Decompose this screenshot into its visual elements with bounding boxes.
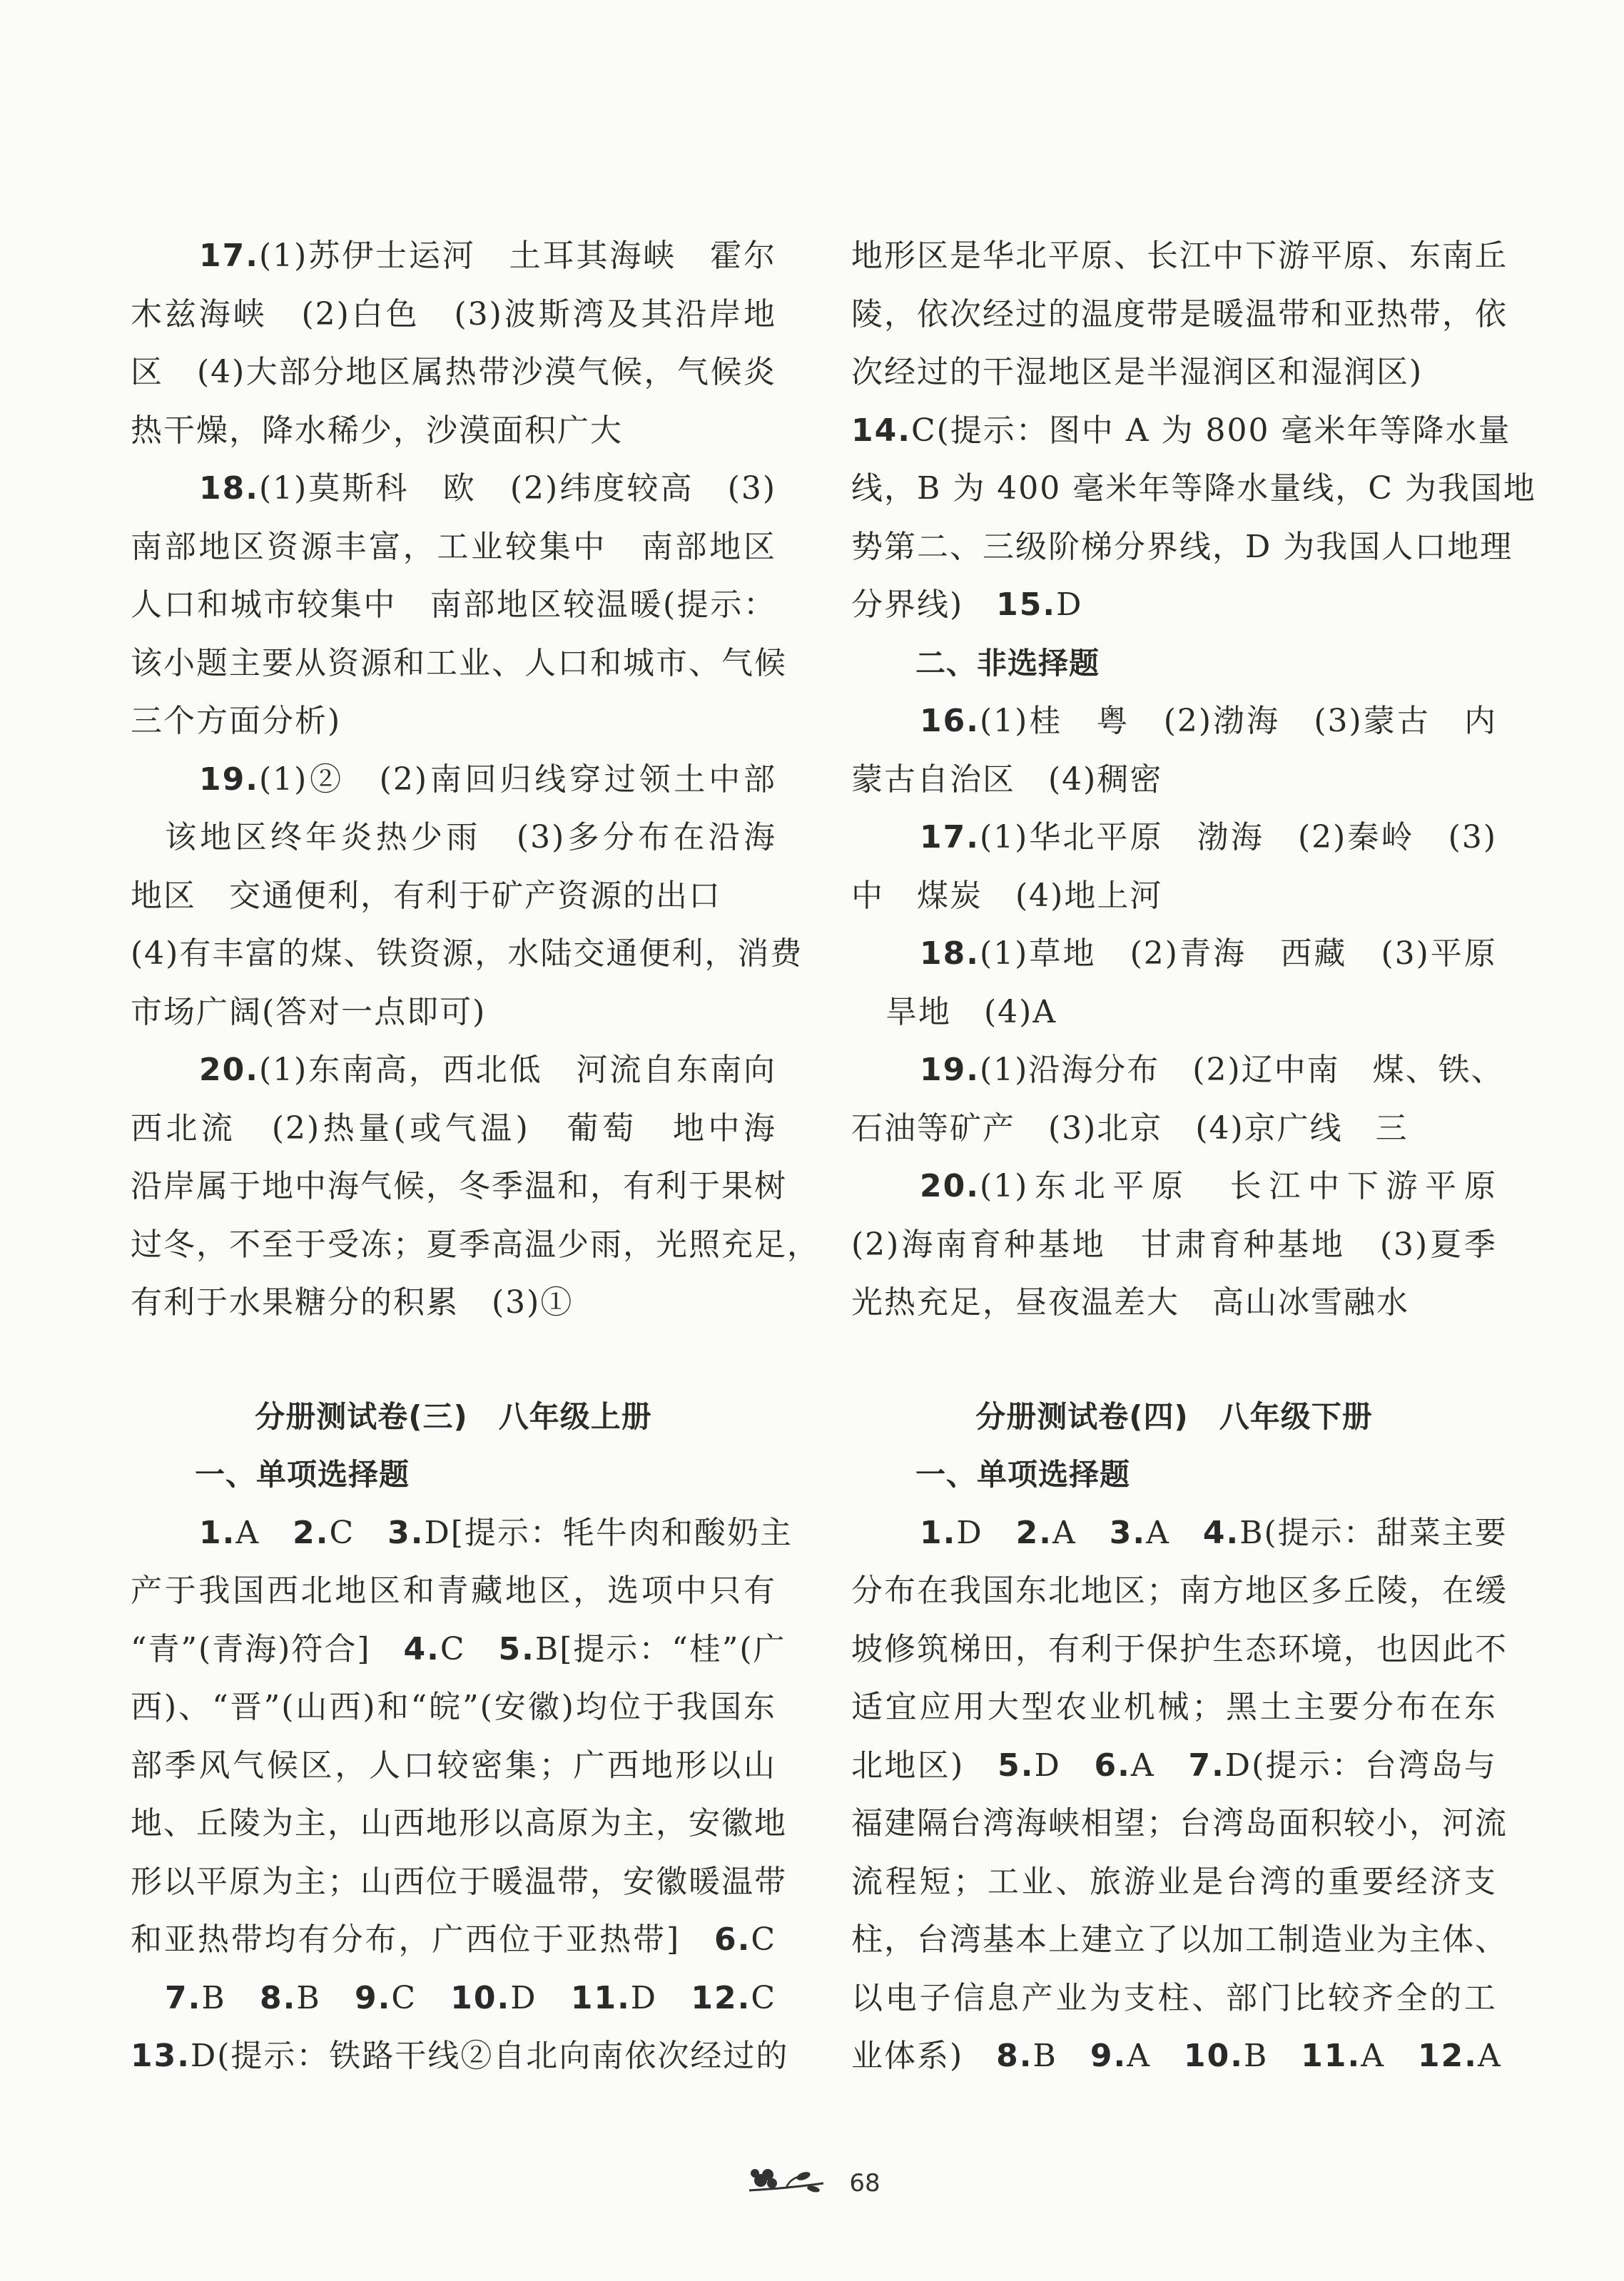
text-line: 7.B 8.B 9.C 10.D 11.D 12.C — [165, 1979, 777, 2016]
spacer — [131, 1332, 776, 1388]
text-line: 20.(1)东北平原 长江中下游平原 — [920, 1168, 1497, 1204]
text-line: 木兹海峡 (2)白色 (3)波斯湾及其沿岸地 — [131, 295, 776, 332]
text-line: 该小题主要从资源和工业、人口和城市、气候 — [131, 644, 787, 681]
section-heading: 分册测试卷(四) 八年级下册 — [975, 1398, 1373, 1434]
text-line: “青”(青海)符合] 4.C 5.B[提示：“桂”(广 — [131, 1630, 786, 1667]
left-column — [131, 227, 820, 2086]
text-line: 19.(1)② (2)南回归线穿过领土中部 — [199, 761, 776, 798]
text-line: 16.(1)桂 粤 (2)渤海 (3)蒙古 内 — [920, 703, 1497, 739]
text-line: 人口和城市较集中 南部地区较温暖(提示： — [131, 586, 776, 623]
text-line: 过冬，不至于受冻；夏季高温少雨，光照充足， — [131, 1226, 820, 1263]
flower-branch-icon — [744, 2162, 829, 2205]
text-line: 18.(1)草地 (2)青海 西藏 (3)平原 — [920, 935, 1497, 972]
text-line: 陵，依次经过的温度带是暖温带和亚热带，依 — [851, 295, 1508, 332]
text-line: (4)有丰富的煤、铁资源，水陆交通便利，消费 — [131, 935, 803, 972]
text-line: 西)、“晋”(山西)和“皖”(安徽)均位于我国东 — [131, 1689, 776, 1725]
text-line: 17.(1)苏伊士运河 土耳其海峡 霍尔 — [199, 238, 776, 274]
text-line: 地区 交通便利，有利于矿产资源的出口 — [131, 877, 721, 914]
text-line: 以电子信息产业为支柱、部门比较齐全的工 — [851, 1979, 1497, 2016]
section-heading: 一、单项选择题 — [195, 1457, 410, 1492]
text-line: 17.(1)华北平原 渤海 (2)秦岭 (3) — [920, 819, 1497, 855]
text-line: 18.(1)莫斯科 欧 (2)纬度较高 (3) — [199, 470, 776, 507]
text-line: 光热充足，昼夜温差大 高山冰雪融水 — [851, 1284, 1409, 1321]
text-line: 柱，台湾基本上建立了以加工制造业为主体、 — [851, 1921, 1508, 1958]
page-footer — [0, 2155, 1624, 2212]
text-line: 20.(1)东南高，西北低 河流自东南向 — [199, 1052, 776, 1088]
section-heading: 二、非选择题 — [915, 645, 1100, 681]
text-line: 有利于水果糖分的积累 (3)① — [131, 1284, 574, 1321]
text-line: 流程短；工业、旅游业是台湾的重要经济支 — [851, 1863, 1497, 1900]
text-line: 分界线) 15.D — [851, 586, 1083, 623]
text-line: 13.D(提示：铁路干线②自北向南依次经过的 — [131, 2038, 789, 2074]
text-line: 分布在我国东北地区；南方地区多丘陵，在缓 — [851, 1573, 1508, 1609]
text-line: 地、丘陵为主，山西地形以高原为主，安徽地 — [131, 1805, 787, 1841]
section-heading: 分册测试卷(三) 八年级上册 — [255, 1398, 652, 1434]
text-line: 次经过的干湿地区是半湿润区和湿润区) — [851, 354, 1423, 390]
text-line: 中 煤炭 (4)地上河 — [851, 877, 1163, 914]
text-line: 势第二、三级阶梯分界线，D 为我国人口地理 — [851, 528, 1513, 565]
text-line: 坡修筑梯田，有利于保护生态环境，也因此不 — [851, 1630, 1508, 1667]
text-line: 石油等矿产 (3)北京 (4)京广线 三 — [851, 1109, 1409, 1147]
text-line: 1.D 2.A 3.A 4.B(提示：甜菜主要 — [920, 1514, 1508, 1551]
text-line: 市场广阔(答对一点即可) — [131, 993, 487, 1030]
text-line: 19.(1)沿海分布 (2)辽中南 煤、铁、 — [920, 1052, 1504, 1088]
text-line: 蒙古自治区 (4)稠密 — [851, 761, 1163, 798]
text-line: 形以平原为主；山西位于暖温带，安徽暖温带 — [131, 1863, 787, 1900]
text-line: 线，B 为 400 毫米年等降水量线，C 为我国地 — [851, 470, 1536, 507]
text-line: 旱地 (4)A — [885, 993, 1057, 1030]
text-line: 三个方面分析) — [131, 703, 342, 739]
section-heading: 一、单项选择题 — [915, 1457, 1131, 1492]
text-line: 1.A 2.C 3.D[提示：牦牛肉和酸奶主 — [199, 1514, 793, 1551]
text-line: 南部地区资源丰富，工业较集中 南部地区 — [131, 528, 776, 565]
page-number: 68 — [849, 2169, 880, 2198]
right-column — [851, 227, 1536, 2086]
text-line: 北地区) 5.D 6.A 7.D(提示：台湾岛与 — [851, 1747, 1497, 1784]
text-line: 适宜应用大型农业机械；黑土主要分布在东 — [851, 1689, 1497, 1725]
text-line: 区 (4)大部分地区属热带沙漠气候，气候炎 — [131, 354, 776, 390]
text-line: 沿岸属于地中海气候，冬季温和，有利于果树 — [131, 1168, 787, 1204]
text-line: 福建隔台湾海峡相望；台湾岛面积较小，河流 — [851, 1805, 1508, 1841]
spacer — [851, 1332, 1497, 1388]
text-line: 和亚热带均有分布，广西位于亚热带] 6.C — [131, 1921, 776, 1958]
text-line: 产于我国西北地区和青藏地区，选项中只有 — [131, 1573, 776, 1609]
text-line: 业体系) 8.B 9.A 10.B 11.A 12.A — [851, 2038, 1502, 2074]
text-line: 14.C(提示：图中 A 为 800 毫米年等降水量 — [851, 412, 1511, 449]
text-line: 该地区终年炎热少雨 (3)多分布在沿海 — [165, 819, 776, 855]
text-line: 西北流 (2)热量(或气温) 葡萄 地中海 — [131, 1109, 776, 1147]
text-line: 部季风气候区，人口较密集；广西地形以山 — [131, 1747, 776, 1784]
text-line: 热干燥，降水稀少，沙漠面积广大 — [131, 412, 623, 449]
text-line: (2)海南育种基地 甘肃育种基地 (3)夏季 — [851, 1226, 1497, 1263]
text-line: 地形区是华北平原、长江中下游平原、东南丘 — [851, 238, 1508, 274]
